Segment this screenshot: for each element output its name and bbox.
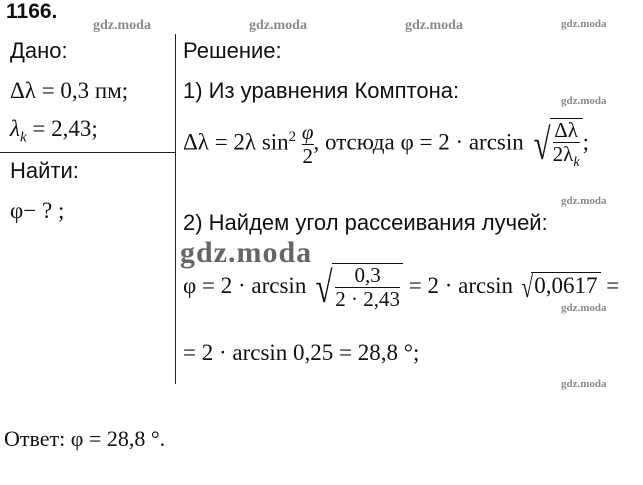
given-lambda-value: = 2,43; <box>26 116 98 141</box>
step2-text: 2) Найдем угол рассеивания лучей: <box>183 210 548 235</box>
given-delta-lambda: Δλ = 0,3 пм; <box>10 78 129 103</box>
eq2-fraction <box>335 264 400 311</box>
eq1-sqrt-den-main: 2λ <box>552 142 574 167</box>
given-lambda-sub: k <box>19 129 27 146</box>
sqrt-symbol-icon: √ <box>533 120 551 170</box>
given-lambda-k <box>10 116 98 147</box>
find-phi: φ− ? ; <box>10 198 65 223</box>
watermark: gdz.moda <box>561 18 607 30</box>
eq1-frac-den: 2 <box>302 143 313 168</box>
result-equation: = 2 · arcsin 0,25 = 28,8 °; <box>183 340 420 365</box>
answer: Ответ: φ = 28,8 °. <box>4 426 166 451</box>
eq1-mid: , отсюда φ = 2 · arcsin <box>313 129 524 155</box>
watermark-large: gdz.moda <box>180 236 313 269</box>
watermark: gdz.moda <box>561 378 607 390</box>
watermark: gdz.moda <box>561 302 607 314</box>
eq1-sqrt-fraction <box>553 119 580 171</box>
eq2-left: φ = 2 · arcsin <box>183 272 307 298</box>
solution-label: Решение: <box>183 38 282 63</box>
problem-number: 1166. <box>6 0 58 23</box>
column-divider <box>175 34 176 384</box>
eq1-sqrt-num: Δλ <box>554 118 578 142</box>
eq2-mid: = 2 · arcsin <box>402 272 514 298</box>
watermark: gdz.moda <box>93 18 151 33</box>
find-label: Найти: <box>10 158 79 183</box>
eq2-frac-den: 2 · 2,43 <box>335 287 400 311</box>
eq2-sqrt-small <box>519 271 601 305</box>
eq2-sqrt <box>312 262 403 313</box>
eq1-sqrt-den <box>553 142 580 171</box>
watermark: gdz.moda <box>561 195 607 207</box>
eq2-sqrt-value: 0,0617 <box>531 272 600 299</box>
watermark: gdz.moda <box>405 18 463 33</box>
eq1-sqrt-den-sub: k <box>573 155 580 171</box>
eq1-sqrt <box>530 118 583 171</box>
given-divider <box>0 152 176 153</box>
given-label: Дано: <box>10 38 68 63</box>
step1-text: 1) Из уравнения Комптона: <box>183 78 460 103</box>
sqrt-symbol-icon: √ <box>315 263 333 312</box>
watermark: gdz.moda <box>561 95 607 107</box>
eq1-left: Δλ = 2λ sin <box>183 129 289 155</box>
eq1-power: 2 <box>288 128 297 145</box>
eq2-frac-num: 0,3 <box>354 262 381 287</box>
compton-equation <box>183 118 589 171</box>
given-lambda-symbol: λ <box>10 116 20 141</box>
eq2-end: = <box>600 272 620 298</box>
eq1-end: ; <box>582 129 589 155</box>
eq1-fraction <box>302 121 314 168</box>
sqrt-symbol-icon: √ <box>521 270 533 304</box>
angle-equation <box>183 262 619 313</box>
eq1-frac-num: φ <box>301 119 314 144</box>
watermark: gdz.moda <box>249 18 307 33</box>
